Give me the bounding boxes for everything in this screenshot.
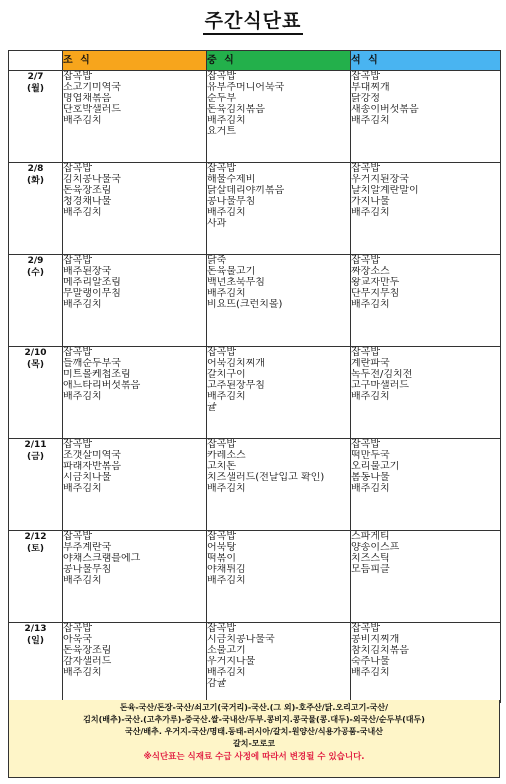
- dinner-cell: [351, 531, 501, 623]
- menu-item: 배추김치: [351, 299, 390, 310]
- menu-item: 갈치구이: [207, 369, 246, 380]
- menu-item: 단호박샐러드: [63, 104, 121, 115]
- menu-item: 모듬피클: [351, 564, 390, 575]
- menu-item: 해물수제비: [207, 174, 256, 185]
- menu-item: 잡곡밥: [351, 623, 380, 634]
- menu-item: 양송이스프: [351, 542, 400, 553]
- weekday-label: (토): [27, 544, 44, 554]
- menu-item: 떡만두국: [351, 450, 390, 461]
- menu-item: 배추김치: [207, 575, 246, 586]
- lunch-cell: [207, 439, 351, 531]
- day-row: [9, 439, 501, 531]
- dinner-cell: [351, 623, 501, 703]
- origin-line: 김치(배추)-국산.(고추가루)-중국산.쌀-국내산/두부.콩비지.콩국물(콩.대두)-외국산/순두부(대두): [83, 715, 425, 724]
- origin-line: 돈육-국산/돈장-국산/쇠고기(국거리)-국산.(그 외)-호주산/닭.오리고기-국산/: [119, 703, 389, 712]
- menu-item: 감자샐러드: [63, 656, 112, 667]
- menu-item: 어묵탕: [207, 542, 236, 553]
- day-row: [9, 531, 501, 623]
- lunch-cell: [207, 623, 351, 703]
- menu-item: 야채스크램블에그: [63, 553, 141, 564]
- breakfast-cell: [63, 623, 207, 703]
- change-notice: ※식단표는 식재료 수급 사정에 따라서 변경될 수 있습니다.: [143, 752, 365, 762]
- menu-item: 부대찌개: [351, 82, 390, 93]
- weekday-label: (월): [27, 84, 44, 94]
- dinner-cell: [351, 255, 501, 347]
- lunch-cell: [207, 531, 351, 623]
- lunch-cell: [207, 347, 351, 439]
- menu-item: 떡볶이: [207, 553, 236, 564]
- date-label: 2/13: [24, 624, 47, 634]
- header-row: [9, 51, 501, 71]
- menu-item: 치즈스틱: [351, 553, 390, 564]
- menu-item: 잡곡밥: [63, 439, 92, 450]
- menu-item: 스파게티: [351, 531, 390, 542]
- day-row: [9, 623, 501, 703]
- menu-item: 사과: [207, 218, 227, 229]
- menu-item: 잡곡밥: [207, 439, 236, 450]
- day-row: [9, 163, 501, 255]
- breakfast-cell: [63, 255, 207, 347]
- dinner-cell: [351, 71, 501, 163]
- menu-item: 단무지무침: [351, 288, 400, 299]
- date-label: 2/8: [27, 164, 44, 174]
- menu-item: 우거지된장국: [351, 174, 409, 185]
- lunch-header: 중 식: [207, 51, 351, 71]
- menu-item: 잡곡밥: [351, 255, 380, 266]
- lunch-cell: [207, 71, 351, 163]
- breakfast-header: 조 식: [63, 51, 207, 71]
- weekday-label: (일): [27, 636, 44, 646]
- weekday-label: (수): [27, 268, 44, 278]
- menu-item: 청경채나물: [63, 196, 112, 207]
- day-cell: [9, 71, 63, 163]
- menu-item: 배추김치: [63, 299, 102, 310]
- day-row: [9, 347, 501, 439]
- menu-item: 배추김치: [207, 667, 246, 678]
- menu-item: 봄동나물: [351, 472, 390, 483]
- dinner-header: 석 식: [351, 51, 501, 71]
- menu-item: 비요뜨(크런치볼): [207, 299, 283, 310]
- menu-item: 잡곡밥: [63, 255, 92, 266]
- title-text: 주간식단표: [203, 10, 304, 35]
- menu-item: 잡곡밥: [63, 623, 92, 634]
- menu-item: 유부주머니어묵국: [207, 82, 285, 93]
- menu-item: 배추김치: [207, 207, 246, 218]
- menu-item: 김치콩나물국: [63, 174, 121, 185]
- lunch-cell: [207, 163, 351, 255]
- weekday-label: (화): [27, 176, 44, 186]
- menu-item: 배추김치: [207, 115, 246, 126]
- lunch-cell: [207, 255, 351, 347]
- menu-item: 배추김치: [351, 667, 390, 678]
- menu-item: 잡곡밥: [63, 531, 92, 542]
- date-label: 2/12: [24, 532, 47, 542]
- menu-item: 잡곡밥: [351, 71, 380, 82]
- menu-item: 참치김치볶음: [351, 645, 409, 656]
- menu-item: 잡곡밥: [207, 347, 236, 358]
- menu-item: 고추된장무침: [207, 380, 265, 391]
- menu-item: 돈육김치볶음: [207, 104, 265, 115]
- menu-item: 배추김치: [63, 115, 102, 126]
- day-cell: [9, 623, 63, 703]
- menu-item: 어묵김치찌개: [207, 358, 265, 369]
- origin-footer: [8, 700, 500, 778]
- menu-item: 백년초묵무침: [207, 277, 265, 288]
- menu-item: 오리불고기: [351, 461, 400, 472]
- menu-item: 날치알계란말이: [351, 185, 419, 196]
- date-label: 2/7: [27, 72, 44, 82]
- menu-item: 배추김치: [351, 115, 390, 126]
- menu-item: 아욱국: [63, 634, 92, 645]
- breakfast-cell: [63, 163, 207, 255]
- breakfast-cell: [63, 531, 207, 623]
- menu-item: 배추김치: [351, 207, 390, 218]
- menu-item: 잡곡밥: [351, 163, 380, 174]
- menu-item: 잡곡밥: [63, 347, 92, 358]
- menu-item: 우거지나물: [207, 656, 256, 667]
- weekday-label: (목): [27, 360, 44, 370]
- menu-item: 파래자반볶음: [63, 461, 121, 472]
- day-cell: [9, 439, 63, 531]
- day-cell: [9, 347, 63, 439]
- menu-item: 닭죽: [207, 255, 227, 266]
- menu-item: 치즈샐러드(전날입고 확인): [207, 472, 325, 483]
- day-cell: [9, 255, 63, 347]
- day-cell: [9, 531, 63, 623]
- menu-item: 돈육장조림: [63, 185, 112, 196]
- menu-item: 잡곡밥: [351, 347, 380, 358]
- menu-item: 숙주나물: [351, 656, 390, 667]
- menu-item: 무말랭이무침: [63, 288, 121, 299]
- menu-item: 배추김치: [207, 288, 246, 299]
- menu-item: 잡곡밥: [207, 163, 236, 174]
- date-label: 2/10: [24, 348, 47, 358]
- menu-item: 새송이버섯볶음: [351, 104, 419, 115]
- menu-item: 야채튀김: [207, 564, 246, 575]
- date-label: 2/9: [27, 256, 44, 266]
- dinner-cell: [351, 163, 501, 255]
- menu-item: 고치돈: [207, 461, 236, 472]
- menu-item: 부추계란국: [63, 542, 112, 553]
- menu-item: 잡곡밥: [207, 71, 236, 82]
- menu-item: 잡곡밥: [351, 439, 380, 450]
- menu-item: 잡곡밥: [63, 163, 92, 174]
- breakfast-cell: [63, 71, 207, 163]
- menu-item: 콩나물무침: [207, 196, 256, 207]
- menu-item: 콩나물무침: [63, 564, 112, 575]
- menu-item: 소불고기: [207, 645, 246, 656]
- origin-line: 갈치-모로코: [233, 739, 275, 748]
- breakfast-cell: [63, 439, 207, 531]
- menu-item: 조갯살미역국: [63, 450, 121, 461]
- menu-item: 배추김치: [207, 483, 246, 494]
- menu-item: 소고기미역국: [63, 82, 121, 93]
- breakfast-cell: [63, 347, 207, 439]
- menu-item: 배추김치: [63, 575, 102, 586]
- menu-item: 배추김치: [63, 667, 102, 678]
- weekday-label: (금): [27, 452, 44, 462]
- day-row: [9, 255, 501, 347]
- menu-item: 짜장소스: [351, 266, 390, 277]
- menu-item: 요거트: [207, 126, 236, 137]
- menu-item: 배추김치: [351, 391, 390, 402]
- menu-item: 명엽채볶음: [63, 93, 112, 104]
- menu-item: 닭강정: [351, 93, 380, 104]
- menu-item: 녹두전/김치전: [351, 369, 413, 380]
- menu-item: 잡곡밥: [207, 531, 236, 542]
- menu-item: 배추김치: [63, 391, 102, 402]
- menu-item: 계란파국: [351, 358, 390, 369]
- menu-item: 가지나물: [351, 196, 390, 207]
- menu-item: 시금치나물: [63, 472, 112, 483]
- date-label: 2/11: [24, 440, 47, 450]
- origin-line: 국산/배추. 우거지-국산/명태.동태-러시아/갈치-원양산/식용가공품-국내산: [125, 727, 383, 736]
- dinner-cell: [351, 347, 501, 439]
- menu-item: 애느타리버섯볶음: [63, 380, 141, 391]
- menu-item: 닭살데리야끼볶음: [207, 185, 285, 196]
- menu-item: 돈육불고기: [207, 266, 256, 277]
- menu-item: 돈육장조림: [63, 645, 112, 656]
- menu-item: 감귤: [207, 678, 227, 689]
- corner-cell: [9, 51, 63, 71]
- day-row: [9, 71, 501, 163]
- menu-item: 귤: [207, 402, 217, 413]
- menu-item: 카레소스: [207, 450, 246, 461]
- page-title: [0, 6, 506, 33]
- menu-item: 메추리알조림: [63, 277, 121, 288]
- menu-item: 잡곡밥: [63, 71, 92, 82]
- menu-body: [9, 71, 501, 703]
- menu-item: 순두부: [207, 93, 236, 104]
- menu-item: 들깨순두부국: [63, 358, 121, 369]
- menu-item: 배추김치: [351, 483, 390, 494]
- menu-item: 배추김치: [63, 483, 102, 494]
- menu-table: [8, 50, 501, 703]
- menu-item: 미트볼케첩조림: [63, 369, 131, 380]
- menu-item: 배추된장국: [63, 266, 112, 277]
- menu-item: 시금치콩나물국: [207, 634, 275, 645]
- day-cell: [9, 163, 63, 255]
- menu-item: 고구마샐러드: [351, 380, 409, 391]
- menu-item: 잡곡밥: [207, 623, 236, 634]
- menu-item: 콩비지찌개: [351, 634, 400, 645]
- menu-item: 왕교자만두: [351, 277, 400, 288]
- menu-item: 배추김치: [63, 207, 102, 218]
- menu-item: 배추김치: [207, 391, 246, 402]
- dinner-cell: [351, 439, 501, 531]
